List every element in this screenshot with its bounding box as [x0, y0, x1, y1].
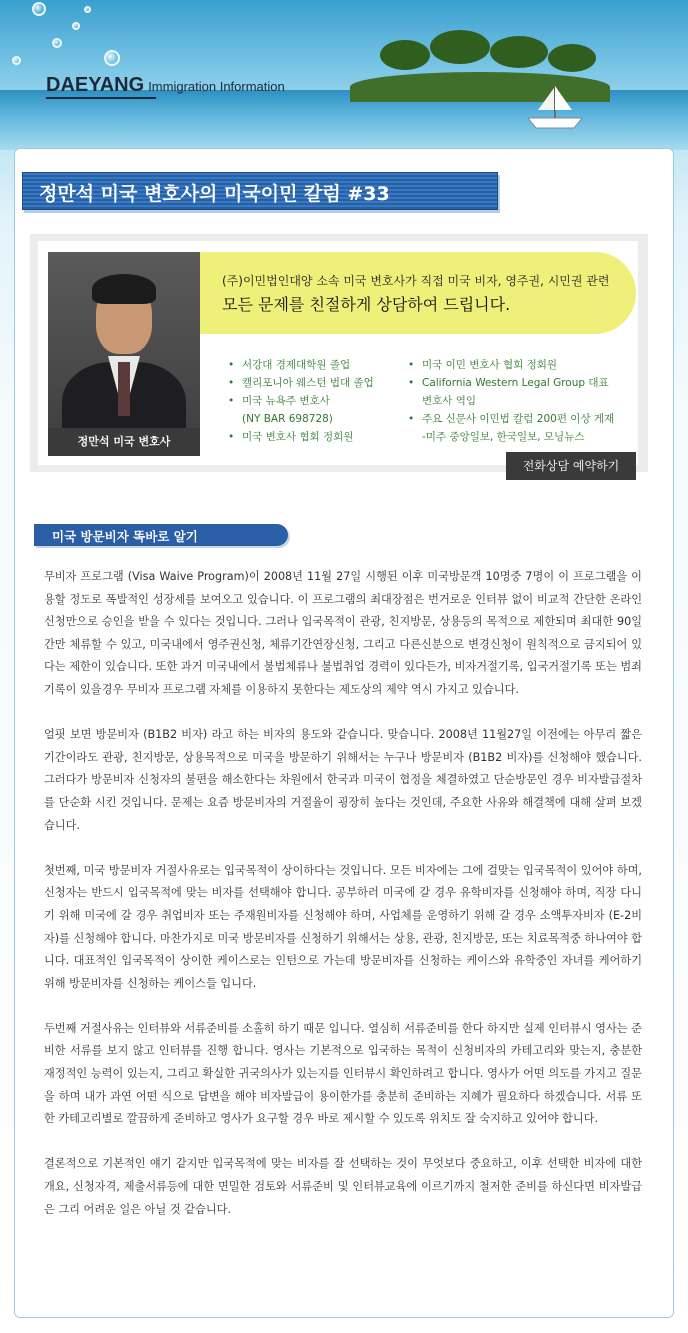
credential-item: • 미국 이민 변호사 협회 정회원 [408, 356, 638, 374]
column-title-bar [22, 172, 498, 210]
bubble-decoration [72, 22, 80, 30]
credential-item: -미주 중앙일보, 한국일보, 모닝뉴스 [422, 431, 585, 443]
logo-underline [46, 97, 156, 99]
sailing-ship-icon [520, 80, 590, 130]
credential-item: • California Western Legal Group 대표 [408, 374, 638, 392]
article-body [44, 566, 642, 1244]
article-paragraph: 얼핏 보면 방문비자 (B1B2 비자) 라고 하는 비자의 용도와 같습니다. 맞습니다. 2008년 11월27일 이전에는 아무리 짧은 기간이라도 관광, 친지방문, 상용목적으로 미국을 방문하기 위해서는 누구나 방문비자 (B1B2 비자)를 신청해야 했습니다. 그러다가 방문비자 신청자의 불편을 해소한다는 차원에서 한국과 미국이 협정을 체결하였고 단순방문인 경우 비자발급절차를 단순화 시킨 것입니다. 문제는 요즘 방문비자의 거절율이 굉장히 높다는 것인데, 주요한 사유와 해결책에 대해 살펴 보겠습니다. [44, 728, 642, 832]
credential-item: (NY BAR 698728) [242, 413, 333, 425]
lawyer-photo [48, 252, 200, 456]
credential-item: • 미국 변호사 협회 정회원 [228, 428, 418, 446]
credentials-list-right [408, 356, 638, 446]
credential-item: • 미국 뉴욕주 변호사 [228, 392, 418, 410]
photo-hair [92, 274, 156, 304]
section-heading: 미국 방문비자 똑바로 알기 [52, 529, 198, 544]
credentials-list-left [228, 356, 418, 446]
logo-brand: DAEYANG [46, 74, 145, 96]
bubble-decoration [12, 56, 21, 65]
credential-item: • 캘리포니아 웨스턴 법대 졸업 [228, 374, 418, 392]
palm-tree-icon [380, 40, 430, 70]
consult-message [200, 252, 636, 334]
section-heading-tag [34, 524, 288, 546]
palm-tree-icon [430, 30, 490, 64]
photo-tie [118, 362, 130, 416]
palm-tree-icon [548, 44, 596, 72]
header-banner [0, 0, 688, 150]
column-title: 정만석 미국 변호사의 미국이민 칼럼 #33 [39, 183, 390, 205]
credential-item: • 서강대 경제대학원 졸업 [228, 356, 418, 374]
bubble-decoration [104, 50, 120, 66]
article-paragraph: 두번째 거절사유는 인터뷰와 서류준비를 소홀히 하기 때문 입니다. 열심히 서류준비를 한다 하지만 실제 인터뷰시 영사는 준비한 서류를 보지 않고 인터뷰를 진행 합니다. 영사는 기본적으로 입국하는 목적이 신청비자의 카테고리와 맞는지, 충분한 재정적인 능력이 있는지, 그리고 확실한 귀국의사가 있는지를 인터뷰시 확인하려고 합니다. 영사가 어떤 의도를 가지고 질문을 하며 내가 과연 어떤 식으로 답변을 해야 비자발급이 용이한가를 충분히 준비하는 지혜가 필요하다 하겠습니다. 서류 또한 카테고리별로 깔끔하게 준비하고 영사가 요구할 경우 바로 제시할 수 있도록 위치도 잘 숙지하고 있어야 합니다. [44, 1021, 642, 1126]
credential-item: • 주요 신문사 이민법 칼럼 200편 이상 게재 [408, 410, 638, 428]
bubble-decoration [52, 38, 62, 48]
site-logo[interactable] [46, 74, 285, 97]
palm-tree-icon [490, 36, 548, 68]
photo-caption: 정만석 미국 변호사 [48, 428, 200, 456]
logo-subtitle: Immigration Information [148, 79, 285, 94]
article-paragraph: 첫번째, 미국 방문비자 거절사유로는 입국목적이 상이하다는 것입니다. 모든 비자에는 그에 걸맞는 입국목적이 있어야 하며, 신청자는 반드시 입국목적에 맞는 비자를 선택해야 합니다. 공부하러 미국에 갈 경우 유학비자를 신청해야 하며, 직장 다니기 위해 미국에 갈 경우 취업비자 또는 주재원비자를 신청해야 하며, 사업체를 운영하기 위해 갈 경우 소액투자비자 (E-2비자)를 신청해야 합니다. 마찬가지로 미국 방문비자를 신청하기 위해서는 상용, 관광, 친지방문, 또는 치료목적중 하나여야 합니다. 대표적인 입국목적이 상이한 케이스로는 인턴으로 가는데 방문비자를 신청하는 케이스와 유학중인 자녀를 케어하기 위해 방문비자를 신청하는 케이스들 입니다. [44, 863, 642, 990]
call-reservation-button[interactable]: 전화상담 예약하기 [506, 452, 636, 480]
bubble-decoration [32, 2, 46, 16]
consult-message-line2: 모든 문제를 친절하게 상담하여 드립니다. [222, 295, 511, 314]
article-paragraph: 결론적으로 기본적인 얘기 같지만 입국목적에 맞는 비자를 잘 선택하는 것이 무엇보다 중요하고, 이후 선택한 비자에 대한 개요, 신청자격, 제출서류등에 대한 면밀한 검토와 서류준비 및 인터뷰교육에 이르기까지 철저한 준비를 하신다면 비자발급은 그리 어려운 일은 아닐 것 같습니다. [44, 1157, 642, 1216]
consult-message-line1: (주)이민법인대양 소속 미국 변호사가 직접 미국 비자, 영주권, 시민권 관련 [222, 274, 610, 288]
article-paragraph: 무비자 프로그램 (Visa Waive Program)이 2008년 11월 27일 시행된 이후 미국방문객 10명중 7명이 이 프로그램을 이용할 정도로 폭발적인 성장세를 보여오고 있습니다. 이 프로그램의 최대장점은 번거로운 인터뷰 없이 비교적 간단한 온라인 신청만으로 승인을 받을 수 있다는 것입니다. 그러나 입국목적이 관광, 친지방문, 상용등의 목적으로 제한되며 최대한 90일간만 체류할 수 있고, 미국내에서 영주권신청, 체류기간연장신청, 그리고 다른신분으로 변경신청이 원칙적으로 금지되어 있다는 제한이 있습니다. 또한 과거 미국내에서 불법체류나 불법취업 경력이 있다든가, 비자거절기록, 입국거절기록 또는 범죄기록이 있을경우 무비자 프로그램 자체를 이용하지 못한다는 제도상의 제약 역시 가지고 있습니다. [44, 570, 642, 696]
bubble-decoration [84, 6, 91, 13]
credential-item: 변호사 역임 [422, 395, 477, 407]
